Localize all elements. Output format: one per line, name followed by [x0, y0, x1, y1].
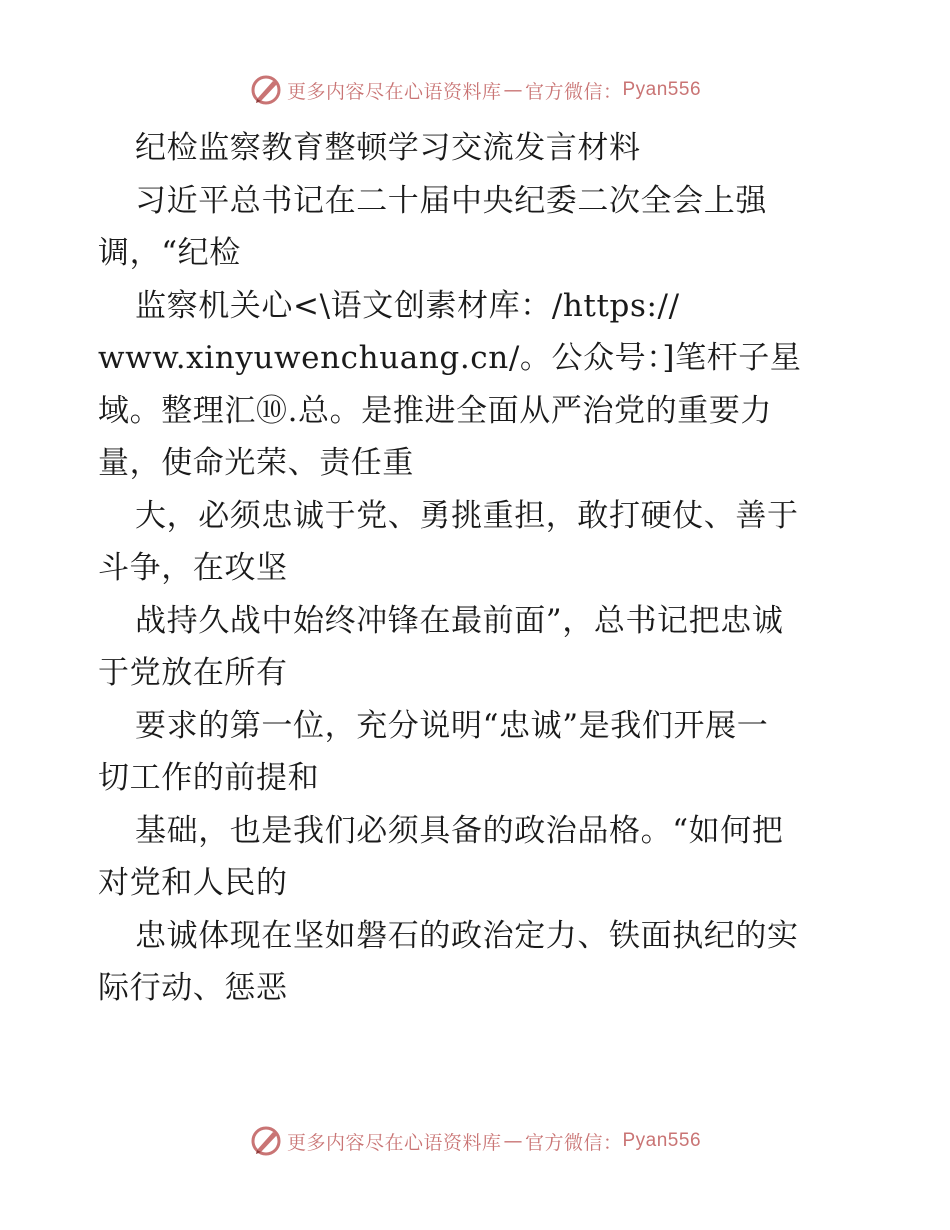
body-line: 战持久战中始终冲锋在最前面”，总书记把忠诚 [135, 602, 784, 639]
body-line: 于党放在所有 [98, 655, 288, 691]
body-line: 基础，也是我们必须具备的政治品格。“如何把 [135, 812, 784, 849]
body-line: 大，必须忠诚于党、勇挑重担，敢打硬仗、善于 [135, 497, 799, 534]
pen-circle-logo-icon [249, 73, 283, 107]
watermark-separator: — [503, 79, 523, 101]
watermark-text: 更多内容尽在心语资料库 [286, 1131, 502, 1154]
body-line: 量，使命光荣、责任重 [98, 445, 414, 481]
watermark-separator: — [503, 1130, 523, 1152]
watermark-label: 官方微信： [524, 80, 623, 103]
footer-watermark [0, 1121, 950, 1161]
document-body [98, 122, 858, 1015]
body-line: 调，“纪检 [98, 235, 241, 271]
body-line: 斗争，在攻坚 [98, 550, 288, 586]
body-line: 对党和人民的 [98, 865, 288, 901]
watermark-label: 官方微信： [524, 1131, 623, 1154]
body-line: 监察机关心<\语文创素材库：/https:// [135, 287, 680, 324]
body-line: 习近平总书记在二十届中央纪委二次全会上强 [135, 182, 767, 219]
document-title: 纪检监察教育整顿学习交流发言材料 [135, 130, 641, 166]
pen-circle-logo-icon [249, 1124, 283, 1158]
watermark-id: Pyan556 [622, 79, 702, 100]
body-line: 际行动、惩恶 [98, 970, 288, 1006]
watermark-text: 更多内容尽在心语资料库 [286, 80, 502, 103]
body-line: 要求的第一位，充分说明“忠诚”是我们开展一 [135, 707, 769, 744]
body-line: 域。整理汇⑩.总。是推进全面从严治党的重要力 [98, 392, 773, 429]
body-line: 切工作的前提和 [98, 760, 320, 796]
body-line: 忠诚体现在坚如磐石的政治定力、铁面执纪的实 [135, 917, 799, 954]
header-watermark [0, 70, 950, 110]
body-line: www.xinyuwenchuang.cn/。公众号：]笔杆子星 [98, 340, 802, 376]
watermark-id: Pyan556 [622, 1130, 702, 1151]
